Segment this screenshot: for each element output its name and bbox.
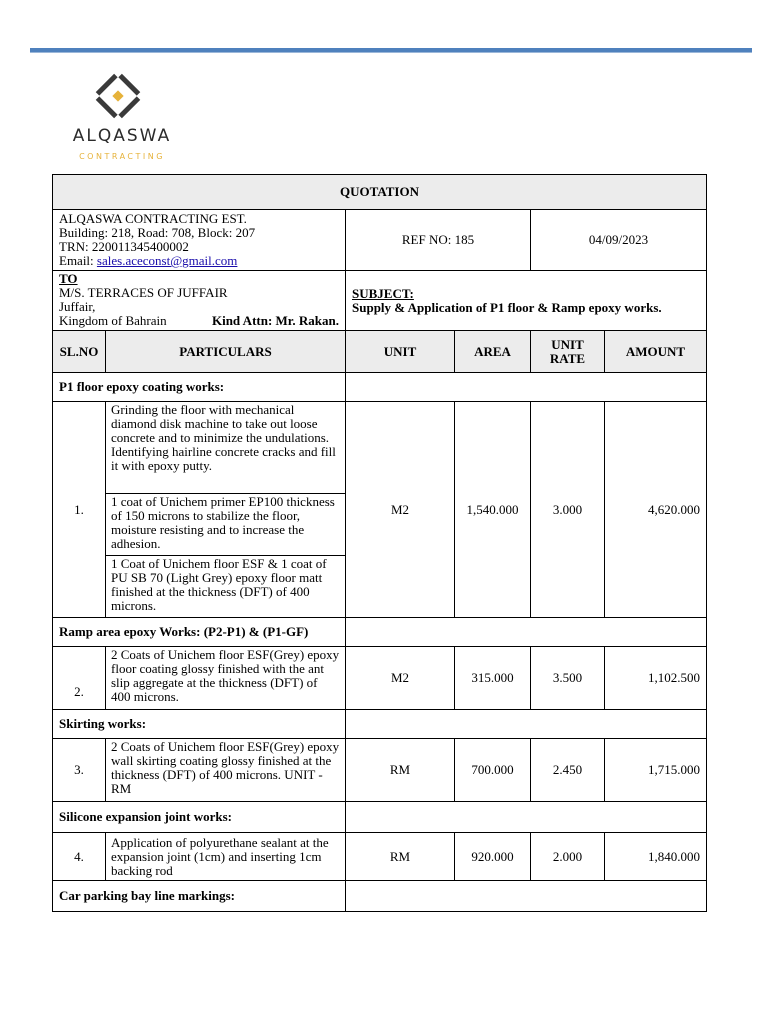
quotation-table bbox=[52, 174, 707, 912]
section-title: Silicone expansion joint works: bbox=[53, 802, 346, 833]
quotation-date: 04/09/2023 bbox=[531, 210, 707, 271]
item-amount: 1,840.000 bbox=[605, 833, 707, 881]
company-logo bbox=[60, 68, 190, 168]
subject-block bbox=[346, 271, 707, 331]
logo-wordmark: ALQASWA bbox=[72, 126, 172, 146]
client-line2-row bbox=[59, 314, 339, 328]
document-title: QUOTATION bbox=[53, 175, 707, 210]
subject-label: SUBJECT: bbox=[352, 285, 414, 301]
item-desc: 1 coat of Unichem primer EP100 thickness of 150 microns to stabilize the floor, moisture resisting and to increase the adhesion. bbox=[106, 494, 346, 556]
section-row bbox=[53, 618, 707, 647]
item-rate: 3.500 bbox=[531, 647, 605, 710]
table-row bbox=[53, 402, 707, 494]
section-row bbox=[53, 710, 707, 739]
company-trn: TRN: 220011345400002 bbox=[59, 239, 189, 254]
item-desc: Application of polyurethane sealant at the expansion joint (1cm) and inserting 1cm backing rod bbox=[106, 833, 346, 881]
client-line2: Kingdom of Bahrain bbox=[59, 313, 167, 328]
header-unit: UNIT bbox=[346, 331, 455, 373]
section-title: Ramp area epoxy Works: (P2-P1) & (P1-GF) bbox=[53, 618, 346, 647]
header-slno: SL.NO bbox=[53, 331, 106, 373]
item-amount: 1,715.000 bbox=[605, 739, 707, 802]
item-desc: 2 Coats of Unichem floor ESF(Grey) epoxy floor coating glossy finished with the ant slip aggregate at the thickness (DFT) of 400 microns. bbox=[106, 647, 346, 710]
client-line1: Juffair, bbox=[59, 299, 96, 314]
kind-attn: Kind Attn: Mr. Rakan. bbox=[211, 313, 339, 328]
item-area: 315.000 bbox=[455, 647, 531, 710]
item-desc: 2 Coats of Unichem floor ESF(Grey) epoxy wall skirting coating glossy finished at the thickness (DFT) of 400 microns. UNIT - RM bbox=[106, 739, 346, 802]
item-area: 1,540.000 bbox=[455, 402, 531, 618]
header-unit-rate-line2: RATE bbox=[549, 350, 586, 366]
item-unit: M2 bbox=[346, 402, 455, 618]
item-desc: 1 Coat of Unichem floor ESF & 1 coat of PU SB 70 (Light Grey) epoxy floor matt finished at the thickness (DFT) of 400 microns. bbox=[106, 556, 346, 618]
item-unit: RM bbox=[346, 739, 455, 802]
section-title: Skirting works: bbox=[53, 710, 346, 739]
section-row bbox=[53, 802, 707, 833]
section-row bbox=[53, 881, 707, 912]
company-info bbox=[53, 210, 346, 271]
section-blank bbox=[346, 710, 707, 739]
item-slno: 3. bbox=[53, 739, 106, 802]
ref-number: REF NO: 185 bbox=[346, 210, 531, 271]
header-particulars: PARTICULARS bbox=[106, 331, 346, 373]
item-slno: 4. bbox=[53, 833, 106, 881]
table-row bbox=[53, 739, 707, 802]
item-amount: 1,102.500 bbox=[605, 647, 707, 710]
company-name: ALQASWA CONTRACTING EST. bbox=[59, 211, 247, 226]
header-area: AREA bbox=[455, 331, 531, 373]
subject-text: Supply & Application of P1 floor & Ramp epoxy works. bbox=[352, 299, 662, 315]
item-unit: RM bbox=[346, 833, 455, 881]
header-unit-rate-line1: UNIT bbox=[551, 336, 584, 352]
header-unit-rate bbox=[531, 331, 605, 373]
to-label: TO bbox=[59, 271, 78, 286]
email-link[interactable]: sales.aceconst@gmail.com bbox=[96, 253, 238, 268]
header-amount: AMOUNT bbox=[605, 331, 707, 373]
item-amount: 4,620.000 bbox=[605, 402, 707, 618]
item-unit: M2 bbox=[346, 647, 455, 710]
header-rule bbox=[30, 48, 752, 52]
section-blank bbox=[346, 802, 707, 833]
table-row bbox=[53, 833, 707, 881]
table-row bbox=[53, 647, 707, 710]
item-slno: 2. bbox=[53, 647, 106, 710]
company-address: Building: 218, Road: 708, Block: 207 bbox=[59, 225, 256, 240]
email-label: Email: bbox=[59, 253, 97, 268]
item-desc: Grinding the floor with mechanical diamond disk machine to take out loose concrete and to minimize the undulations. Identifying hairline concrete cracks and fill it with epoxy putty. bbox=[106, 402, 346, 494]
item-rate: 3.000 bbox=[531, 402, 605, 618]
section-row bbox=[53, 373, 707, 402]
section-title: Car parking bay line markings: bbox=[53, 881, 346, 912]
section-blank bbox=[346, 373, 707, 402]
item-rate: 2.000 bbox=[531, 833, 605, 881]
section-blank bbox=[346, 881, 707, 912]
section-title: P1 floor epoxy coating works: bbox=[53, 373, 346, 402]
logo-diamond-icon bbox=[93, 71, 143, 121]
item-slno: 1. bbox=[53, 402, 106, 618]
company-email-line bbox=[59, 254, 339, 268]
logo-tagline: CONTRACTING bbox=[79, 152, 165, 161]
client-name: M/S. TERRACES OF JUFFAIR bbox=[59, 285, 228, 300]
to-block bbox=[53, 271, 346, 331]
item-area: 700.000 bbox=[455, 739, 531, 802]
item-rate: 2.450 bbox=[531, 739, 605, 802]
section-blank bbox=[346, 618, 707, 647]
item-area: 920.000 bbox=[455, 833, 531, 881]
table-header-row bbox=[53, 331, 707, 373]
